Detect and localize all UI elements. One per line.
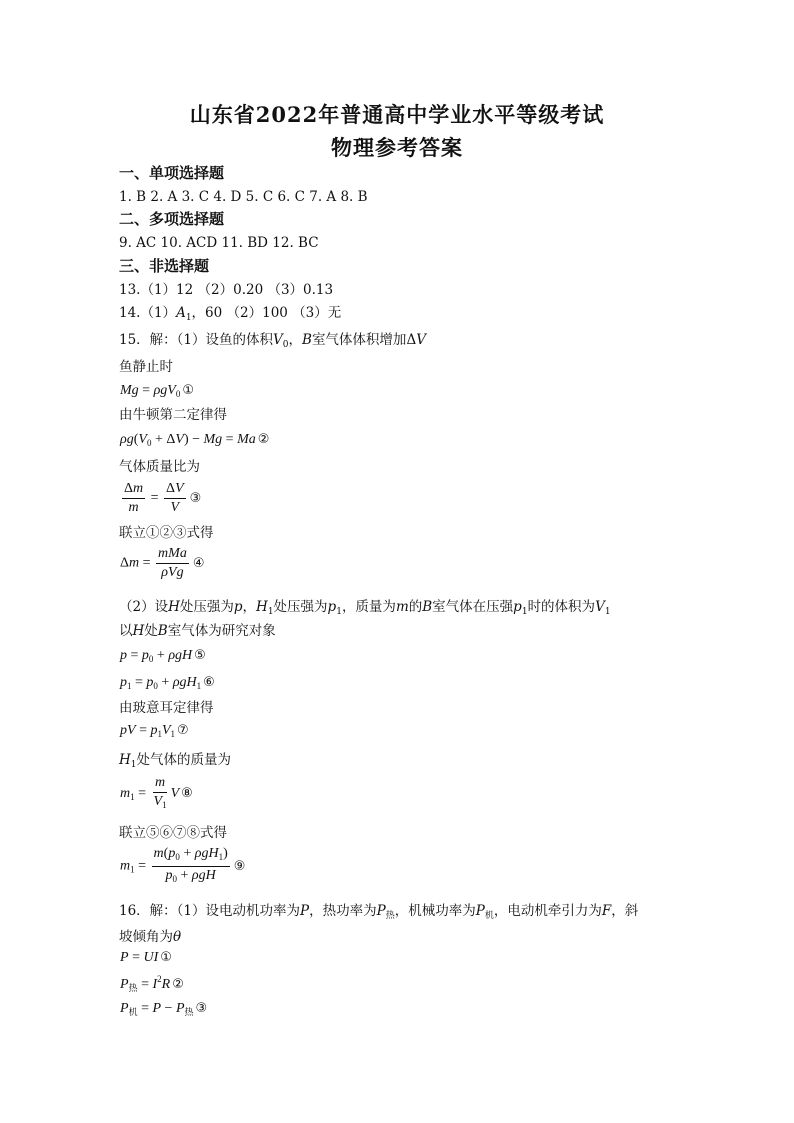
- page-subtitle: 物理参考答案: [331, 135, 463, 160]
- section-heading-multi-choice: 二、多项选择题: [119, 210, 225, 228]
- multi-choice-answers: 9. AC 10. ACD 11. BD 12. BC: [119, 235, 319, 251]
- equation-16-2: $P_热 = I^2R$ ②: [120, 974, 184, 993]
- q14-prefix: 14.（1）: [119, 305, 177, 321]
- page-title: 山东省2022年普通高中学业水平等级考试: [189, 102, 605, 127]
- q15-step-newton: 由牛顿第二定律得: [119, 407, 227, 423]
- equation-9: $m_1$ = $\frac{m(p_0 + \rho gH_1)}{p_0 + \rho gH}$ ⑨: [120, 846, 246, 884]
- q15-step-mass-ratio: 气体质量比为: [119, 459, 200, 475]
- q13-answers: 13.（1）12 （2）0.20 （3）0.13: [119, 282, 334, 298]
- q15-part2-intro: （2）设H处压强为p，$H_1$处压强为$p_1$，质量为m的B室气体在压强$p_1$时的体积为$V_1$: [119, 599, 611, 617]
- single-choice-answers: 1. B 2. A 3. C 4. D 5. C 6. C 7. A 8. B: [119, 189, 368, 205]
- section-heading-non-choice: 三、非选择题: [119, 257, 210, 275]
- q15-step-boyle: 由玻意耳定律得: [119, 700, 214, 716]
- q14-answers: [119, 304, 341, 327]
- equation-4: Δm = $\frac{\text{mMa}}{\text{ρVg}}$ ④: [120, 546, 205, 580]
- equation-5: $p = p_0 + \rho gH$ ⑤: [120, 648, 206, 664]
- equation-2: $\rho g(V_0 + \Delta V) - Mg = Ma$ ②: [120, 432, 270, 448]
- q15-step-combine-2: 联立⑤⑥⑦⑧式得: [119, 825, 227, 841]
- equation-6: $p_1 = p_0 + \rho gH_1$ ⑥: [120, 675, 215, 691]
- q14-subscript: 1: [185, 313, 192, 323]
- q14-rest: ，60 （2）100 （3）无: [191, 305, 342, 321]
- equation-7: pV = $p_1V_1$ ⑦: [120, 723, 189, 739]
- equation-3: $\frac{\Delta m}{m}$ = $\frac{\Delta V}{V}$ ③: [124, 481, 202, 515]
- equation-16-1: P = UI ①: [120, 950, 172, 965]
- q14-symbol: A: [176, 305, 186, 321]
- equation-16-3: $P_机 = P - P_热$ ③: [120, 1001, 208, 1017]
- q15-step-combine-1: 联立①②③式得: [119, 525, 214, 541]
- q15-step-mass-h1: $H_1$处气体的质量为: [119, 752, 232, 770]
- equation-8: $m_1$ = $\frac{m}{V_1}$ V ⑧: [120, 775, 193, 810]
- q15-intro-text: 15．解：（1）设鱼的体积: [119, 332, 274, 348]
- section-heading-single-choice: 一、单项选择题: [119, 164, 225, 182]
- q16-intro: 16．解：（1）设电动机功率为P，热功率为$P_热$，机械功率为$P_机$，电动机牵引力为F，斜: [119, 903, 639, 921]
- q15-part2-object: 以H处B室气体为研究对象: [119, 623, 276, 639]
- q15-intro: 15．解：（1）设鱼的体积$V_0$，B室气体体积增加ΔV: [119, 332, 426, 350]
- q15-step-static: 鱼静止时: [119, 359, 173, 375]
- q16-slope-angle: 坡倾角为θ: [119, 929, 182, 945]
- equation-1: Mg = ρgV$_0$ ①: [120, 383, 195, 399]
